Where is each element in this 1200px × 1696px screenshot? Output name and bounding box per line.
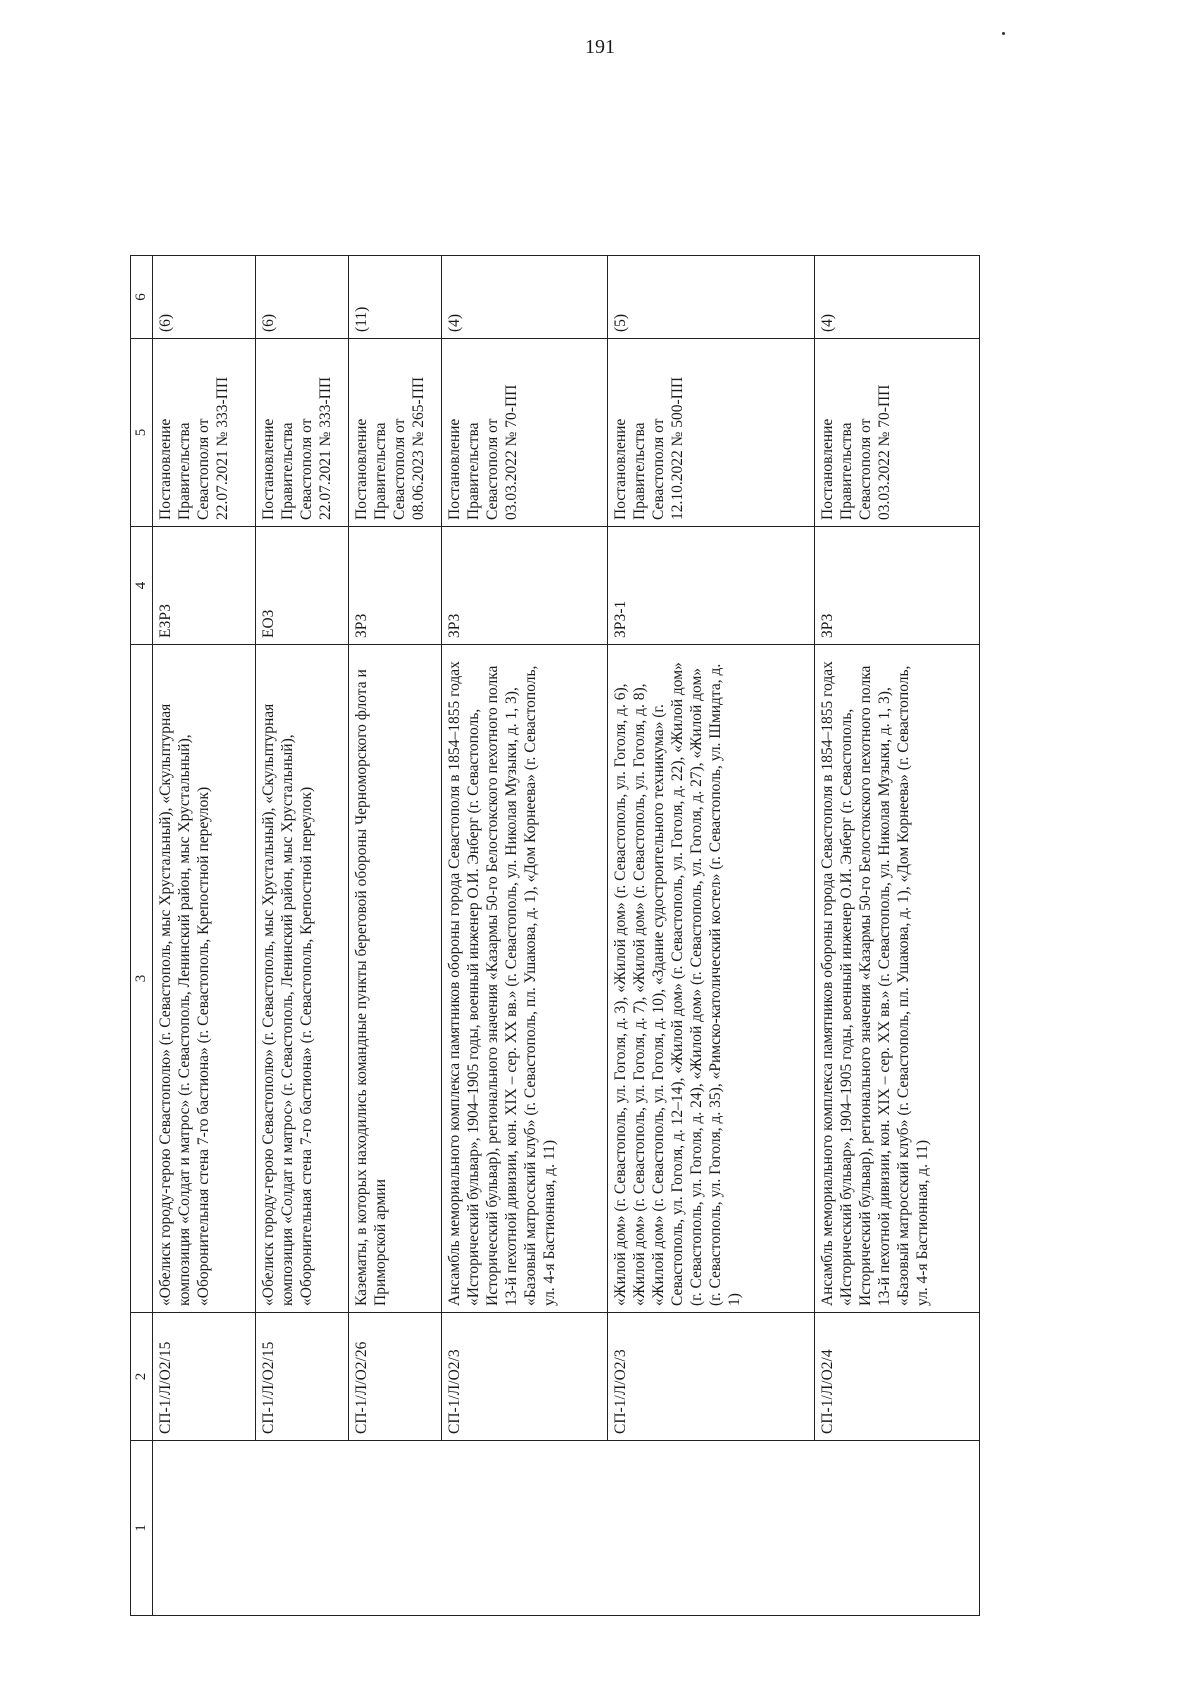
header-col-6: 6 xyxy=(131,256,153,339)
table-row xyxy=(349,256,442,1616)
header-col-4: 4 xyxy=(131,527,153,645)
header-col-2: 2 xyxy=(131,1313,153,1441)
code-cell: СП-1/Л/О2/15 xyxy=(153,1313,256,1441)
table-row xyxy=(814,256,979,1616)
table-row xyxy=(256,256,349,1616)
ref-cell: (4) xyxy=(442,256,607,339)
header-col-1: 1 xyxy=(131,1441,153,1616)
table-row xyxy=(442,256,607,1616)
header-col-3: 3 xyxy=(131,645,153,1313)
code-cell: СП-1/Л/О2/15 xyxy=(256,1313,349,1441)
description-cell: «Жилой дом» (г. Севастополь, ул. Гоголя, д. 3), «Жилой дом» (г. Севастополь, ул. Гоголя, д. 6), «Жилой дом» (г. Севастополь, ул. Гоголя, д. 7), «Жилой дом» (г. Севастополь, ул. Гоголя, д. 8), «Жилой дом» (г. Севастополь, ул. Гоголя, д. 10), «Здание судостроительного техникума» (г. Севастополь, ул. Гоголя, д. 12–14), «Жилой дом» (г. Севастополь, ул. Гоголя, д. 22), «Жилой дом» (г. Севастополь, ул. Гоголя, д. 24), «Жилой дом» (г. Севастополь, ул. Гоголя, д. 27), «Жилой дом» (г. Севастополь, ул. Гоголя, д. 35), «Римско-католический костел» (г. Севастополь, ул. Шмидта, д. 1) xyxy=(607,645,814,1313)
table-row xyxy=(607,256,814,1616)
ref-cell: (4) xyxy=(814,256,979,339)
code-cell: СП-1/Л/О2/3 xyxy=(442,1313,607,1441)
document-cell: Постановление Правительства Севастополя от 03.03.2022 № 70-ПП xyxy=(442,339,607,527)
code-cell: СП-1/Л/О2/4 xyxy=(814,1313,979,1441)
zone-cell: ЕОЗ xyxy=(256,527,349,645)
description-cell: Ансамбль мемориального комплекса памятников обороны города Севастополя в 1854–1855 годах «Исторический бульвар», 1904–1905 годы, военный инженер О.И. Энберг (г. Севастополь, Исторический бульвар), регионального значения «Казармы 50-го Белостокского пехотного полка 13-й пехотной дивизии, кон. XIX – сер. XX вв.» (г. Севастополь, ул. Николая Музыки, д. 1, 3), «Базовый матросский клуб» (г. Севастополь, пл. Ушакова, д. 1), «Дом Корнеева» (г. Севастополь, ул. 4-я Бастионная, д. 11) xyxy=(814,645,979,1313)
scan-speck xyxy=(1002,32,1005,35)
zone-cell: ЗРЗ xyxy=(814,527,979,645)
rotated-table-container xyxy=(130,256,980,1616)
code-cell: СП-1/Л/О2/26 xyxy=(349,1313,442,1441)
ref-cell: (6) xyxy=(256,256,349,339)
zone-cell: ЗРЗ-1 xyxy=(607,527,814,645)
document-cell: Постановление Правительства Севастополя от 03.03.2022 № 70-ПП xyxy=(814,339,979,527)
ref-cell: (6) xyxy=(153,256,256,339)
zone-cell: ЗРЗ xyxy=(349,527,442,645)
ref-cell: (11) xyxy=(349,256,442,339)
table-row xyxy=(153,256,256,1616)
zone-cell: ЕЗРЗ xyxy=(153,527,256,645)
header-row xyxy=(131,256,153,1616)
ref-cell: (5) xyxy=(607,256,814,339)
description-cell: «Обелиск городу-герою Севастополю» (г. Севастополь, мыс Хрустальный), «Скульптурная композиция «Солдат и матрос» (г. Севастополь, Ленинский район, мыс Хрустальный), «Оборонительная стена 7-го бастиона» (г. Севастополь, Крепостной переулок) xyxy=(256,645,349,1313)
description-cell: Ансамбль мемориального комплекса памятников обороны города Севастополя в 1854–1855 годах «Исторический бульвар», 1904–1905 годы, военный инженер О.И. Энберг (г. Севастополь, Исторический бульвар), регионального значения «Казармы 50-го Белостокского пехотного полка 13-й пехотной дивизии, кон. XIX – сер. XX вв.» (г. Севастополь, ул. Николая Музыки, д. 1, 3), «Базовый матросский клуб» (г. Севастополь, пл. Ушакова, д. 1), «Дом Корнеева» (г. Севастополь, ул. 4-я Бастионная, д. 11) xyxy=(442,645,607,1313)
document-cell: Постановление Правительства Севастополя от 08.06.2023 № 265-ПП xyxy=(349,339,442,527)
zone-cell: ЗРЗ xyxy=(442,527,607,645)
document-cell: Постановление Правительства Севастополя от 12.10.2022 № 500-ПП xyxy=(607,339,814,527)
zones-table xyxy=(130,255,980,1616)
empty-col-1-cell xyxy=(153,1441,980,1616)
document-cell: Постановление Правительства Севастополя от 22.07.2021 № 333-ПП xyxy=(153,339,256,527)
code-cell: СП-1/Л/О2/3 xyxy=(607,1313,814,1441)
document-cell: Постановление Правительства Севастополя от 22.07.2021 № 333-ПП xyxy=(256,339,349,527)
page-number: 191 xyxy=(585,36,615,58)
description-cell: «Обелиск городу-герою Севастополю» (г. Севастополь, мыс Хрустальный), «Скульптурная композиция «Солдат и матрос» (г. Севастополь, Ленинский район, мыс Хрустальный), «Оборонительная стена 7-го бастиона» (г. Севастополь, Крепостной переулок) xyxy=(153,645,256,1313)
header-col-5: 5 xyxy=(131,339,153,527)
description-cell: Казематы, в которых находились командные пункты береговой обороны Черноморского флота и Приморской армии xyxy=(349,645,442,1313)
